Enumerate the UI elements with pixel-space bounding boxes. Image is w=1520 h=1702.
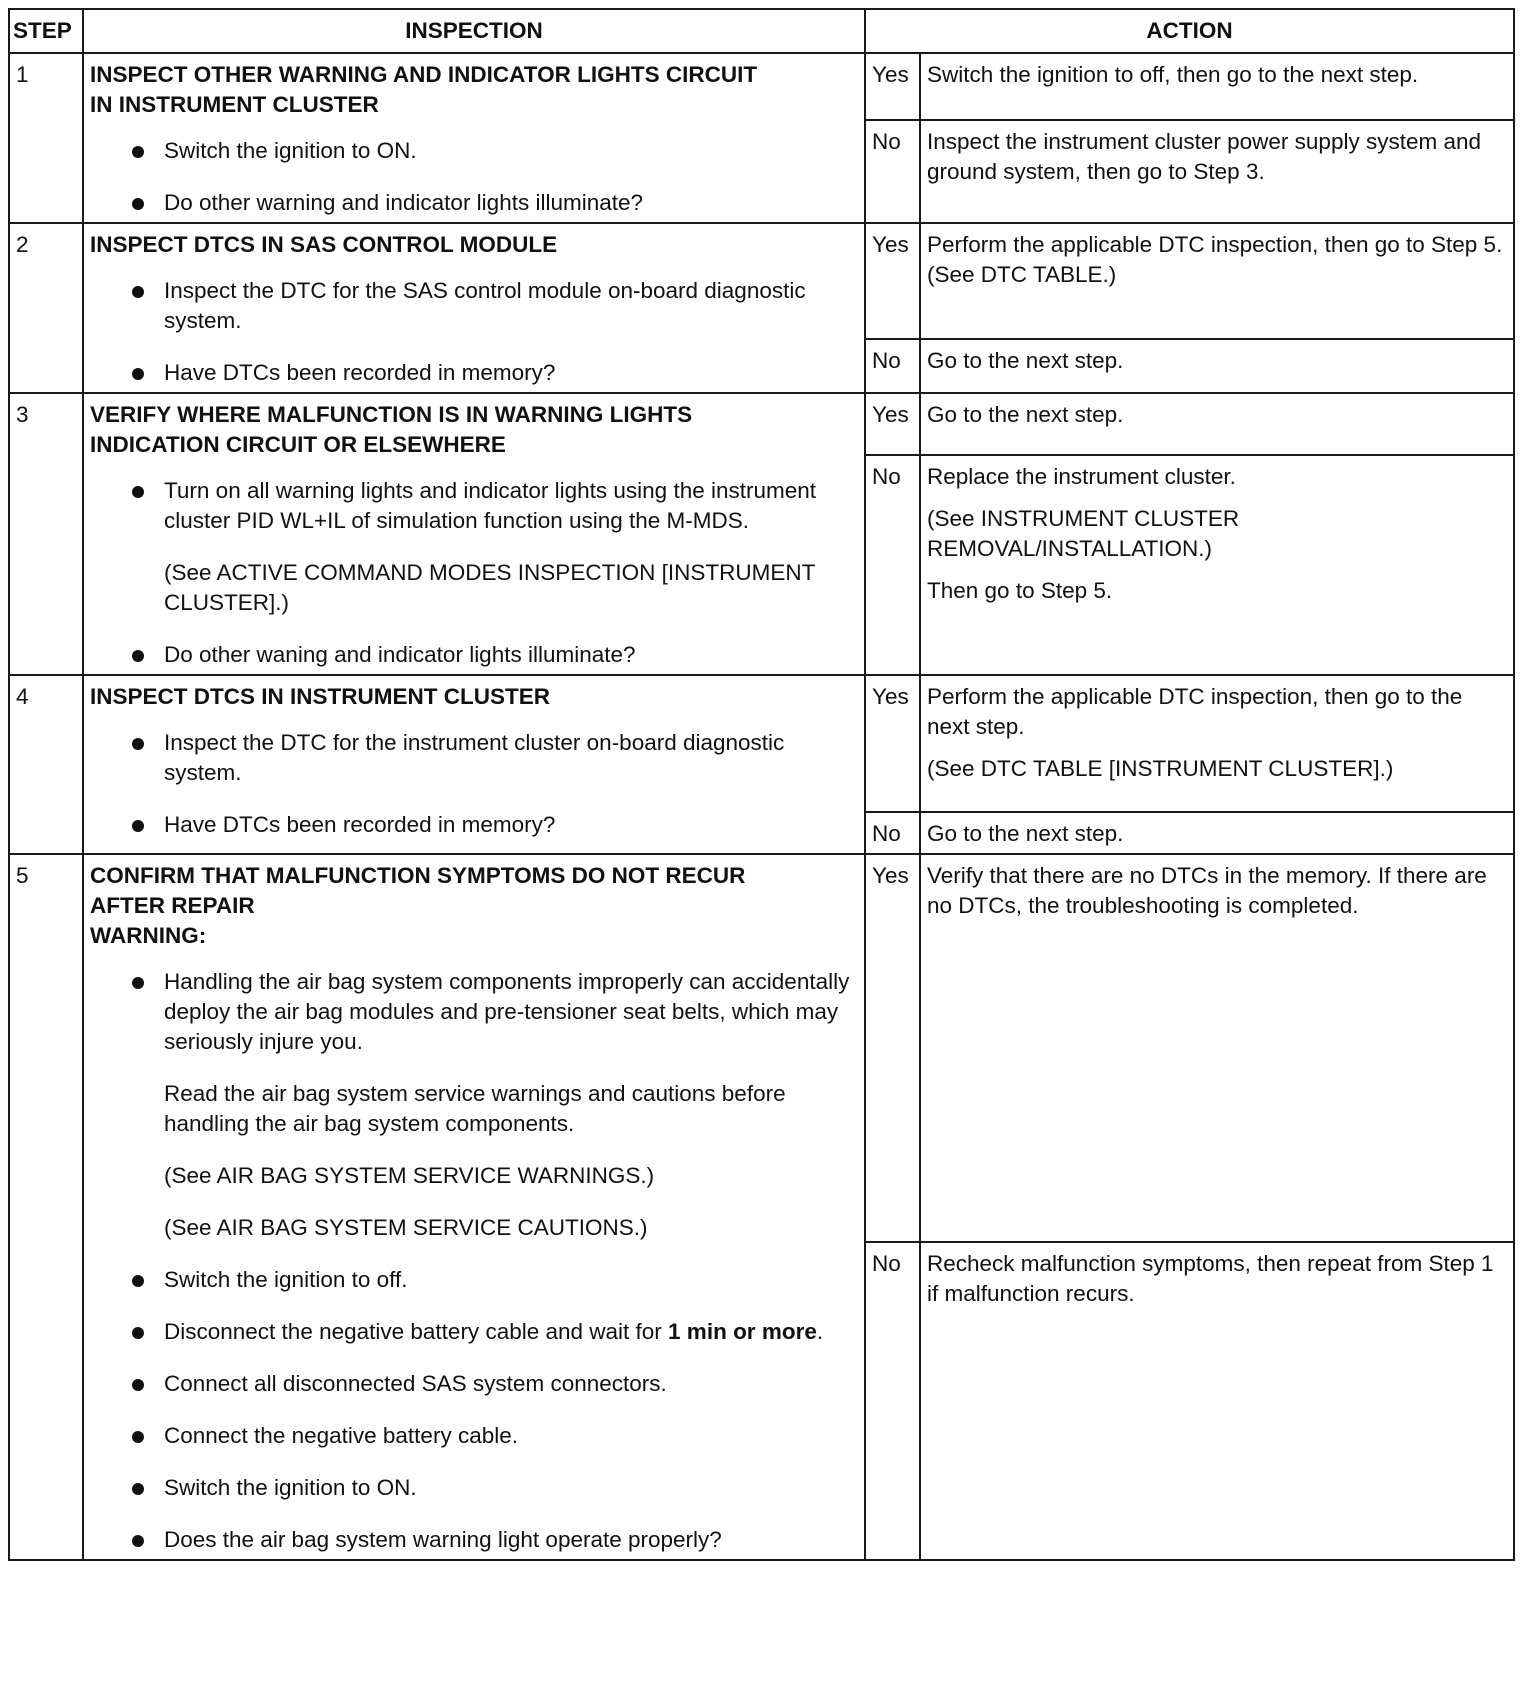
list-item: Turn on all warning lights and indicator lights using the instrument cluster PID WL+IL of simulation function using the M-MDS. (See ACTIVE COMMAND MODES INSPECTION [INSTRUMENT CLUSTER].) <box>90 476 858 618</box>
inspection-table <box>8 8 1515 1561</box>
step-3-inspection <box>83 393 865 675</box>
step-2-yes-action: Perform the applicable DTC inspection, then go to Step 5. (See DTC TABLE.) <box>920 223 1514 339</box>
step-2-no-label: No <box>865 339 920 393</box>
list-item: Handling the air bag system components improperly can accidentally deploy the air bag modules and pre-tensioner seat belts, which may seriously injure you. Read the air bag system service warnings and cautions before handling the air bag system components. (See AIR BAG SYSTEM SERVICE WARNINGS.) (See AIR BAG SYSTEM SERVICE CAUTIONS.) <box>90 967 858 1243</box>
bullet-icon <box>132 198 144 210</box>
step-4-inspection <box>83 675 865 854</box>
bullet-icon <box>132 146 144 158</box>
step-1-yes-action: Switch the ignition to off, then go to the next step. <box>920 53 1514 120</box>
list-item: Switch the ignition to off. <box>90 1265 858 1295</box>
step-5-no-action: Recheck malfunction symptoms, then repeat from Step 1 if malfunction recurs. <box>920 1242 1514 1560</box>
step-1-no-label: No <box>865 120 920 223</box>
step-4-title: INSPECT DTCS IN INSTRUMENT CLUSTER <box>90 684 551 709</box>
bullet-icon <box>132 1483 144 1495</box>
step-4-yes-action: Perform the applicable DTC inspection, then go to the next step. (See DTC TABLE [INSTRUMENT CLUSTER].) <box>920 675 1514 812</box>
step-3-yes-label: Yes <box>865 393 920 455</box>
step-5-no-label: No <box>865 1242 920 1560</box>
step-column-header: STEP <box>9 9 83 53</box>
step-4-number: 4 <box>9 675 83 854</box>
step-1-number: 1 <box>9 53 83 223</box>
step-3-no-action: Replace the instrument cluster. (See INSTRUMENT CLUSTER REMOVAL/INSTALLATION.) Then go to Step 5. <box>920 455 1514 675</box>
list-item: Have DTCs been recorded in memory? <box>90 358 858 388</box>
list-item: Do other waning and indicator lights illuminate? <box>90 640 858 670</box>
bullet-icon <box>132 368 144 380</box>
bullet-icon <box>132 1379 144 1391</box>
bullet-icon <box>132 286 144 298</box>
step-5-yes-label: Yes <box>865 854 920 1242</box>
bullet-icon <box>132 738 144 750</box>
step-1-yes-row <box>9 53 1514 120</box>
list-item: Connect the negative battery cable. <box>90 1421 858 1451</box>
bullet-icon <box>132 1535 144 1547</box>
action-column-header: ACTION <box>865 9 1514 53</box>
list-item: Switch the ignition to ON. <box>90 136 858 166</box>
bullet-icon <box>132 1327 144 1339</box>
step-3-title: VERIFY WHERE MALFUNCTION IS IN WARNING LIGHTS INDICATION CIRCUIT OR ELSEWHERE <box>90 402 693 457</box>
step-5-yes-row <box>9 854 1514 1242</box>
step-1-inspection <box>83 53 865 223</box>
bullet-icon <box>132 1275 144 1287</box>
bullet-icon <box>132 820 144 832</box>
step-1-no-action: Inspect the instrument cluster power supply system and ground system, then go to Step 3. <box>920 120 1514 223</box>
step-4-yes-row <box>9 675 1514 812</box>
step-5-number: 5 <box>9 854 83 1560</box>
step-5-yes-action: Verify that there are no DTCs in the memory. If there are no DTCs, the troubleshooting is completed. <box>920 854 1514 1242</box>
step-5-title: CONFIRM THAT MALFUNCTION SYMPTOMS DO NOT RECUR AFTER REPAIR WARNING: <box>90 863 746 948</box>
bullet-icon <box>132 1431 144 1443</box>
list-item: Disconnect the negative battery cable and wait for 1 min or more. <box>90 1317 858 1347</box>
step-2-inspection <box>83 223 865 393</box>
list-item: Connect all disconnected SAS system connectors. <box>90 1369 858 1399</box>
step-4-yes-label: Yes <box>865 675 920 812</box>
step-3-no-label: No <box>865 455 920 675</box>
step-1-yes-label: Yes <box>865 53 920 120</box>
list-item: Switch the ignition to ON. <box>90 1473 858 1503</box>
table-header-row <box>9 9 1514 53</box>
step-2-number: 2 <box>9 223 83 393</box>
bullet-icon <box>132 486 144 498</box>
step-2-no-action: Go to the next step. <box>920 339 1514 393</box>
step-3-yes-action: Go to the next step. <box>920 393 1514 455</box>
step-1-title: INSPECT OTHER WARNING AND INDICATOR LIGHTS CIRCUIT IN INSTRUMENT CLUSTER <box>90 62 758 117</box>
bullet-icon <box>132 977 144 989</box>
list-item: Inspect the DTC for the instrument cluster on-board diagnostic system. <box>90 728 858 788</box>
list-item: Have DTCs been recorded in memory? <box>90 810 858 840</box>
step-5-inspection <box>83 854 865 1560</box>
inspection-column-header: INSPECTION <box>83 9 865 53</box>
step-4-no-label: No <box>865 812 920 854</box>
step-4-no-action: Go to the next step. <box>920 812 1514 854</box>
list-item: Inspect the DTC for the SAS control module on-board diagnostic system. <box>90 276 858 336</box>
step-2-yes-row <box>9 223 1514 339</box>
step-2-title: INSPECT DTCS IN SAS CONTROL MODULE <box>90 232 558 257</box>
step-3-number: 3 <box>9 393 83 675</box>
list-item: Does the air bag system warning light operate properly? <box>90 1525 858 1555</box>
list-item: Do other warning and indicator lights illuminate? <box>90 188 858 218</box>
step-2-yes-label: Yes <box>865 223 920 339</box>
bullet-icon <box>132 650 144 662</box>
step-3-yes-row <box>9 393 1514 455</box>
